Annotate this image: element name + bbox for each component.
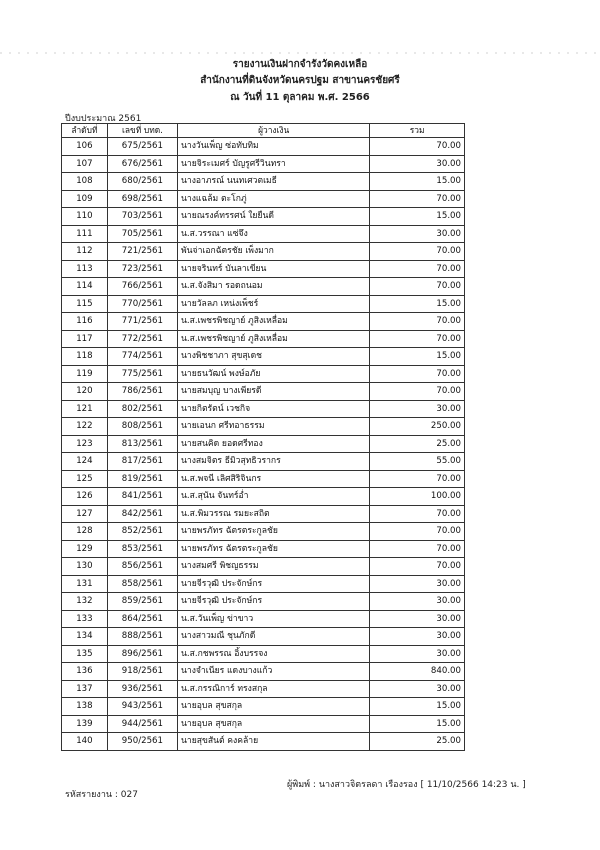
report-code: รหัสรายงาน : 027 xyxy=(65,790,138,800)
col-header-total: รวม xyxy=(370,124,465,138)
cell-seq: 138 xyxy=(62,698,108,716)
table-header-row xyxy=(62,124,465,138)
cell-total: 70.00 xyxy=(370,505,465,523)
cell-receipt: 853/2561 xyxy=(107,540,177,558)
cell-depositor: นายธนวัฒน์ พงษ์อภัย xyxy=(178,365,370,383)
cell-depositor: นางอาภรณ์ นนทเศวตเมธี xyxy=(178,173,370,191)
cell-depositor: นางจำเนียร แดงบางแก้ว xyxy=(178,663,370,681)
cell-seq: 123 xyxy=(62,435,108,453)
cell-depositor: นางสาวมณี ชุนภักดี xyxy=(178,628,370,646)
table-row xyxy=(62,138,465,156)
cell-depositor: นายจิระเมศร์ บัญรูศรีวินทรา xyxy=(178,155,370,173)
cell-depositor: นายอุบล สุขสกุล xyxy=(178,698,370,716)
cell-receipt: 786/2561 xyxy=(107,383,177,401)
cell-receipt: 721/2561 xyxy=(107,243,177,261)
table-row xyxy=(62,400,465,418)
cell-seq: 120 xyxy=(62,383,108,401)
cell-receipt: 944/2561 xyxy=(107,715,177,733)
cell-receipt: 775/2561 xyxy=(107,365,177,383)
cell-receipt: 676/2561 xyxy=(107,155,177,173)
cell-depositor: นายกิตรัตน์ เวชกิจ xyxy=(178,400,370,418)
table-row xyxy=(62,243,465,261)
cell-depositor: น.ส.กชพรรณ อิ้งบรรจง xyxy=(178,645,370,663)
table-row xyxy=(62,155,465,173)
table-row xyxy=(62,645,465,663)
cell-total: 30.00 xyxy=(370,628,465,646)
cell-seq: 119 xyxy=(62,365,108,383)
cell-depositor: นายณรงค์ทรรศน์ ใยยืนดี xyxy=(178,208,370,226)
table-row xyxy=(62,715,465,733)
table-row xyxy=(62,470,465,488)
cell-depositor: นายพรภัทร ฉัตรตระกูลชัย xyxy=(178,540,370,558)
cell-seq: 131 xyxy=(62,575,108,593)
table-row xyxy=(62,418,465,436)
cell-seq: 125 xyxy=(62,470,108,488)
cell-depositor: นายจีรวุฒิ ประจักษ์กร xyxy=(178,575,370,593)
cell-receipt: 918/2561 xyxy=(107,663,177,681)
cell-total: 840.00 xyxy=(370,663,465,681)
cell-seq: 107 xyxy=(62,155,108,173)
cell-receipt: 842/2561 xyxy=(107,505,177,523)
cell-total: 70.00 xyxy=(370,243,465,261)
cell-depositor: นายจรินทร์ บันลาเขียน xyxy=(178,260,370,278)
table-row xyxy=(62,190,465,208)
cell-seq: 140 xyxy=(62,733,108,751)
cell-total: 15.00 xyxy=(370,295,465,313)
cell-total: 70.00 xyxy=(370,470,465,488)
cell-receipt: 950/2561 xyxy=(107,733,177,751)
cell-total: 30.00 xyxy=(370,593,465,611)
cell-depositor: น.ส.วรรณา แซ่จึง xyxy=(178,225,370,243)
cell-seq: 128 xyxy=(62,523,108,541)
cell-seq: 129 xyxy=(62,540,108,558)
cell-total: 30.00 xyxy=(370,400,465,418)
cell-depositor: นายพรภัทร ฉัตรตระกูลชัย xyxy=(178,523,370,541)
table-row xyxy=(62,365,465,383)
cell-seq: 122 xyxy=(62,418,108,436)
cell-total: 100.00 xyxy=(370,488,465,506)
cell-total: 15.00 xyxy=(370,715,465,733)
cell-seq: 110 xyxy=(62,208,108,226)
cell-receipt: 698/2561 xyxy=(107,190,177,208)
table-row xyxy=(62,260,465,278)
table-row xyxy=(62,435,465,453)
cell-seq: 113 xyxy=(62,260,108,278)
cell-total: 25.00 xyxy=(370,733,465,751)
cell-depositor: นายวัลลภ เหน่งเพ็ชร์ xyxy=(178,295,370,313)
table-row xyxy=(62,348,465,366)
cell-seq: 115 xyxy=(62,295,108,313)
table-row xyxy=(62,208,465,226)
cell-receipt: 852/2561 xyxy=(107,523,177,541)
table-row xyxy=(62,593,465,611)
cell-depositor: นายเอนก ศรีทอาธรรม xyxy=(178,418,370,436)
cell-receipt: 723/2561 xyxy=(107,260,177,278)
cell-seq: 111 xyxy=(62,225,108,243)
table-row xyxy=(62,523,465,541)
cell-receipt: 703/2561 xyxy=(107,208,177,226)
cell-seq: 118 xyxy=(62,348,108,366)
cell-receipt: 808/2561 xyxy=(107,418,177,436)
cell-total: 30.00 xyxy=(370,225,465,243)
table-row xyxy=(62,575,465,593)
cell-seq: 130 xyxy=(62,558,108,576)
cell-depositor: น.ส.จังสิมา รอดถนอม xyxy=(178,278,370,296)
col-header-receipt: เลขที่ บทด. xyxy=(107,124,177,138)
table-row xyxy=(62,295,465,313)
cell-depositor: นางพิชชาภา สุขสุเดช xyxy=(178,348,370,366)
cell-seq: 109 xyxy=(62,190,108,208)
cell-receipt: 943/2561 xyxy=(107,698,177,716)
cell-receipt: 859/2561 xyxy=(107,593,177,611)
cell-total: 70.00 xyxy=(370,138,465,156)
cell-receipt: 802/2561 xyxy=(107,400,177,418)
table-row xyxy=(62,278,465,296)
col-header-depositor: ผู้วางเงิน xyxy=(178,124,370,138)
cell-receipt: 813/2561 xyxy=(107,435,177,453)
cell-receipt: 858/2561 xyxy=(107,575,177,593)
cell-total: 70.00 xyxy=(370,330,465,348)
table-row xyxy=(62,558,465,576)
table-row xyxy=(62,488,465,506)
cell-total: 25.00 xyxy=(370,435,465,453)
cell-seq: 134 xyxy=(62,628,108,646)
cell-receipt: 864/2561 xyxy=(107,610,177,628)
cell-seq: 133 xyxy=(62,610,108,628)
cell-receipt: 819/2561 xyxy=(107,470,177,488)
table-row xyxy=(62,610,465,628)
cell-seq: 106 xyxy=(62,138,108,156)
cell-total: 70.00 xyxy=(370,190,465,208)
cell-depositor: นางวันเพ็ญ ซ่อทับทิม xyxy=(178,138,370,156)
col-header-seq: ลำดับที่ xyxy=(62,124,108,138)
cell-receipt: 675/2561 xyxy=(107,138,177,156)
cell-seq: 136 xyxy=(62,663,108,681)
cell-depositor: น.ส.วันเพ็ญ ข่าขาว xyxy=(178,610,370,628)
cell-total: 30.00 xyxy=(370,610,465,628)
cell-depositor: นายจีรวุฒิ ประจักษ์กร xyxy=(178,593,370,611)
cell-receipt: 774/2561 xyxy=(107,348,177,366)
cell-depositor: น.ส.เพชรพิชญาย์ ภูสิงเหลื่อม xyxy=(178,330,370,348)
cell-total: 70.00 xyxy=(370,278,465,296)
cell-total: 70.00 xyxy=(370,260,465,278)
table-row xyxy=(62,733,465,751)
cell-depositor: นายสนคิด ยอดศรีทอง xyxy=(178,435,370,453)
table-row xyxy=(62,173,465,191)
table-row xyxy=(62,663,465,681)
cell-seq: 139 xyxy=(62,715,108,733)
cell-depositor: น.ส.พจนี เลิศสิริจินกร xyxy=(178,470,370,488)
cell-seq: 132 xyxy=(62,593,108,611)
cell-depositor: น.ส.กรรณิการ์ ทรงสกุล xyxy=(178,680,370,698)
cell-total: 15.00 xyxy=(370,348,465,366)
table-row xyxy=(62,698,465,716)
cell-total: 70.00 xyxy=(370,523,465,541)
cell-total: 70.00 xyxy=(370,383,465,401)
cell-receipt: 817/2561 xyxy=(107,453,177,471)
cell-depositor: นายอุบล สุขสกุล xyxy=(178,715,370,733)
deposit-table xyxy=(61,123,465,751)
scan-noise-line xyxy=(0,52,600,54)
cell-depositor: พันจ่าเอกฉัตรชัย เพ็งมาก xyxy=(178,243,370,261)
cell-receipt: 841/2561 xyxy=(107,488,177,506)
cell-total: 70.00 xyxy=(370,540,465,558)
cell-seq: 114 xyxy=(62,278,108,296)
cell-total: 55.00 xyxy=(370,453,465,471)
cell-total: 70.00 xyxy=(370,558,465,576)
printed-by: ผู้พิมพ์ : นางสาวจิตรลดา เรืองรอง [ 11/10/2566 14:23 น. ] xyxy=(287,780,526,790)
cell-seq: 117 xyxy=(62,330,108,348)
cell-receipt: 772/2561 xyxy=(107,330,177,348)
cell-total: 70.00 xyxy=(370,313,465,331)
cell-total: 250.00 xyxy=(370,418,465,436)
cell-total: 15.00 xyxy=(370,698,465,716)
cell-seq: 124 xyxy=(62,453,108,471)
cell-receipt: 896/2561 xyxy=(107,645,177,663)
cell-total: 15.00 xyxy=(370,173,465,191)
cell-depositor: นางสมจิตร ธีมิวสุทธิวรากร xyxy=(178,453,370,471)
cell-seq: 135 xyxy=(62,645,108,663)
table-row xyxy=(62,505,465,523)
table-row xyxy=(62,628,465,646)
cell-depositor: นางแฉล้ม ตะโกภู่ xyxy=(178,190,370,208)
office-name: สำนักงานที่ดินจังหวัดนครปฐม สาขานครชัยศรี xyxy=(200,75,400,86)
cell-total: 30.00 xyxy=(370,575,465,593)
cell-total: 30.00 xyxy=(370,645,465,663)
cell-total: 15.00 xyxy=(370,208,465,226)
cell-total: 30.00 xyxy=(370,155,465,173)
report-date: ณ วันที่ 11 ตุลาคม พ.ศ. 2566 xyxy=(230,92,370,103)
cell-receipt: 770/2561 xyxy=(107,295,177,313)
cell-receipt: 705/2561 xyxy=(107,225,177,243)
cell-receipt: 856/2561 xyxy=(107,558,177,576)
cell-depositor: นางสมศรี พิชญธรรม xyxy=(178,558,370,576)
table-row xyxy=(62,383,465,401)
table-row xyxy=(62,330,465,348)
table-row xyxy=(62,540,465,558)
cell-seq: 127 xyxy=(62,505,108,523)
cell-depositor: น.ส.สุนัน จันทร์อ่ำ xyxy=(178,488,370,506)
table-row xyxy=(62,453,465,471)
cell-depositor: น.ส.พิมวรรณ รมยะสถิต xyxy=(178,505,370,523)
cell-receipt: 936/2561 xyxy=(107,680,177,698)
cell-total: 30.00 xyxy=(370,680,465,698)
fiscal-year: ปีงบประมาณ 2561 xyxy=(65,114,142,124)
cell-seq: 112 xyxy=(62,243,108,261)
cell-seq: 108 xyxy=(62,173,108,191)
table-row xyxy=(62,680,465,698)
cell-total: 70.00 xyxy=(370,365,465,383)
cell-receipt: 771/2561 xyxy=(107,313,177,331)
cell-seq: 121 xyxy=(62,400,108,418)
report-title: รายงานเงินฝากจำรังวัดคงเหลือ xyxy=(232,59,368,70)
table-row xyxy=(62,313,465,331)
cell-depositor: นายสมบุญ บางเพียรดี xyxy=(178,383,370,401)
cell-receipt: 888/2561 xyxy=(107,628,177,646)
cell-seq: 126 xyxy=(62,488,108,506)
table-row xyxy=(62,225,465,243)
cell-receipt: 766/2561 xyxy=(107,278,177,296)
cell-seq: 116 xyxy=(62,313,108,331)
cell-receipt: 680/2561 xyxy=(107,173,177,191)
cell-depositor: นายสุขสันต์ คงคล้าย xyxy=(178,733,370,751)
cell-seq: 137 xyxy=(62,680,108,698)
cell-depositor: น.ส.เพชรพิชญาย์ ภูสิงเหลื่อม xyxy=(178,313,370,331)
